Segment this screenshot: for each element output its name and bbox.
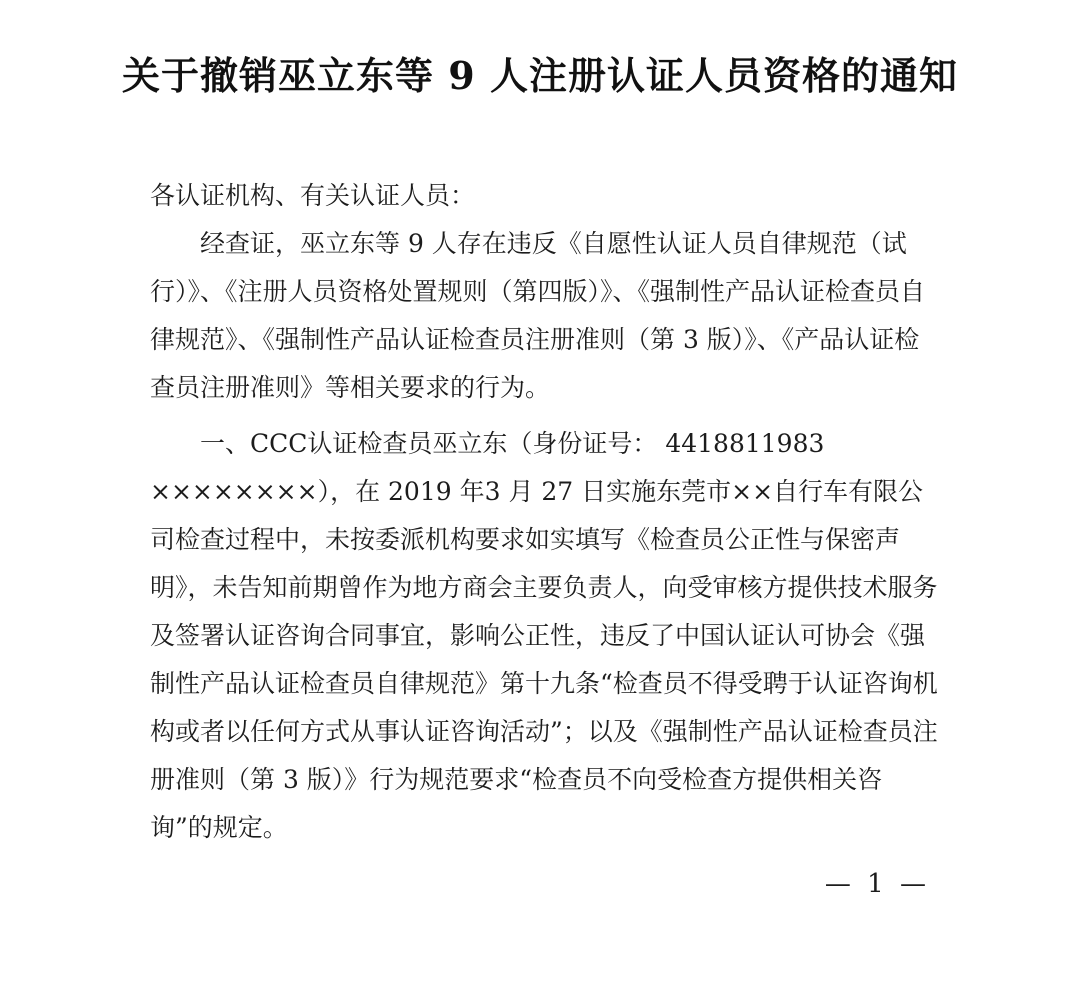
salutation: 各认证机构、有关认证人员： — [150, 181, 476, 210]
document-title: 关于撤销巫立东等 9 人注册认证人员资格的通知 — [122, 53, 958, 98]
page-number: — 1 — — [824, 869, 930, 899]
paragraph-item-1: 一、CCC认证检查员巫立东（身份证号： 4418811983 ××××××××），在 2019 年3 月 27 日实施东莞市××自行车有限公司检查过程中，未按委派机构要求如实填写《检查员公正性与保密声明》，未告知前期曾作为地方商会主要负责人，向受审核方提供技术服务及签署认证咨询合同事宜，影响公正性，违反了中国认证认可协会《强制性产品认证检查员自律规范》第十九条“检查员不得受聘于认证咨询机构或者以任何方式从事认证咨询活动”；以及《强制性产品认证检查员注册准则（第 3 版）》行为规范要求“检查员不向受检查方提供相关咨询”的规定。 — [150, 429, 938, 842]
paragraph-intro: 经查证，巫立东等 9 人存在违反《自愿性认证人员自律规范（试行）》、《注册人员资格处置规则（第四版）》、《强制性产品认证检查员自律规范》、《强制性产品认证检查员注册准则（第 3 版）》、《产品认证检查员注册准则》等相关要求的行为。 — [150, 229, 926, 402]
